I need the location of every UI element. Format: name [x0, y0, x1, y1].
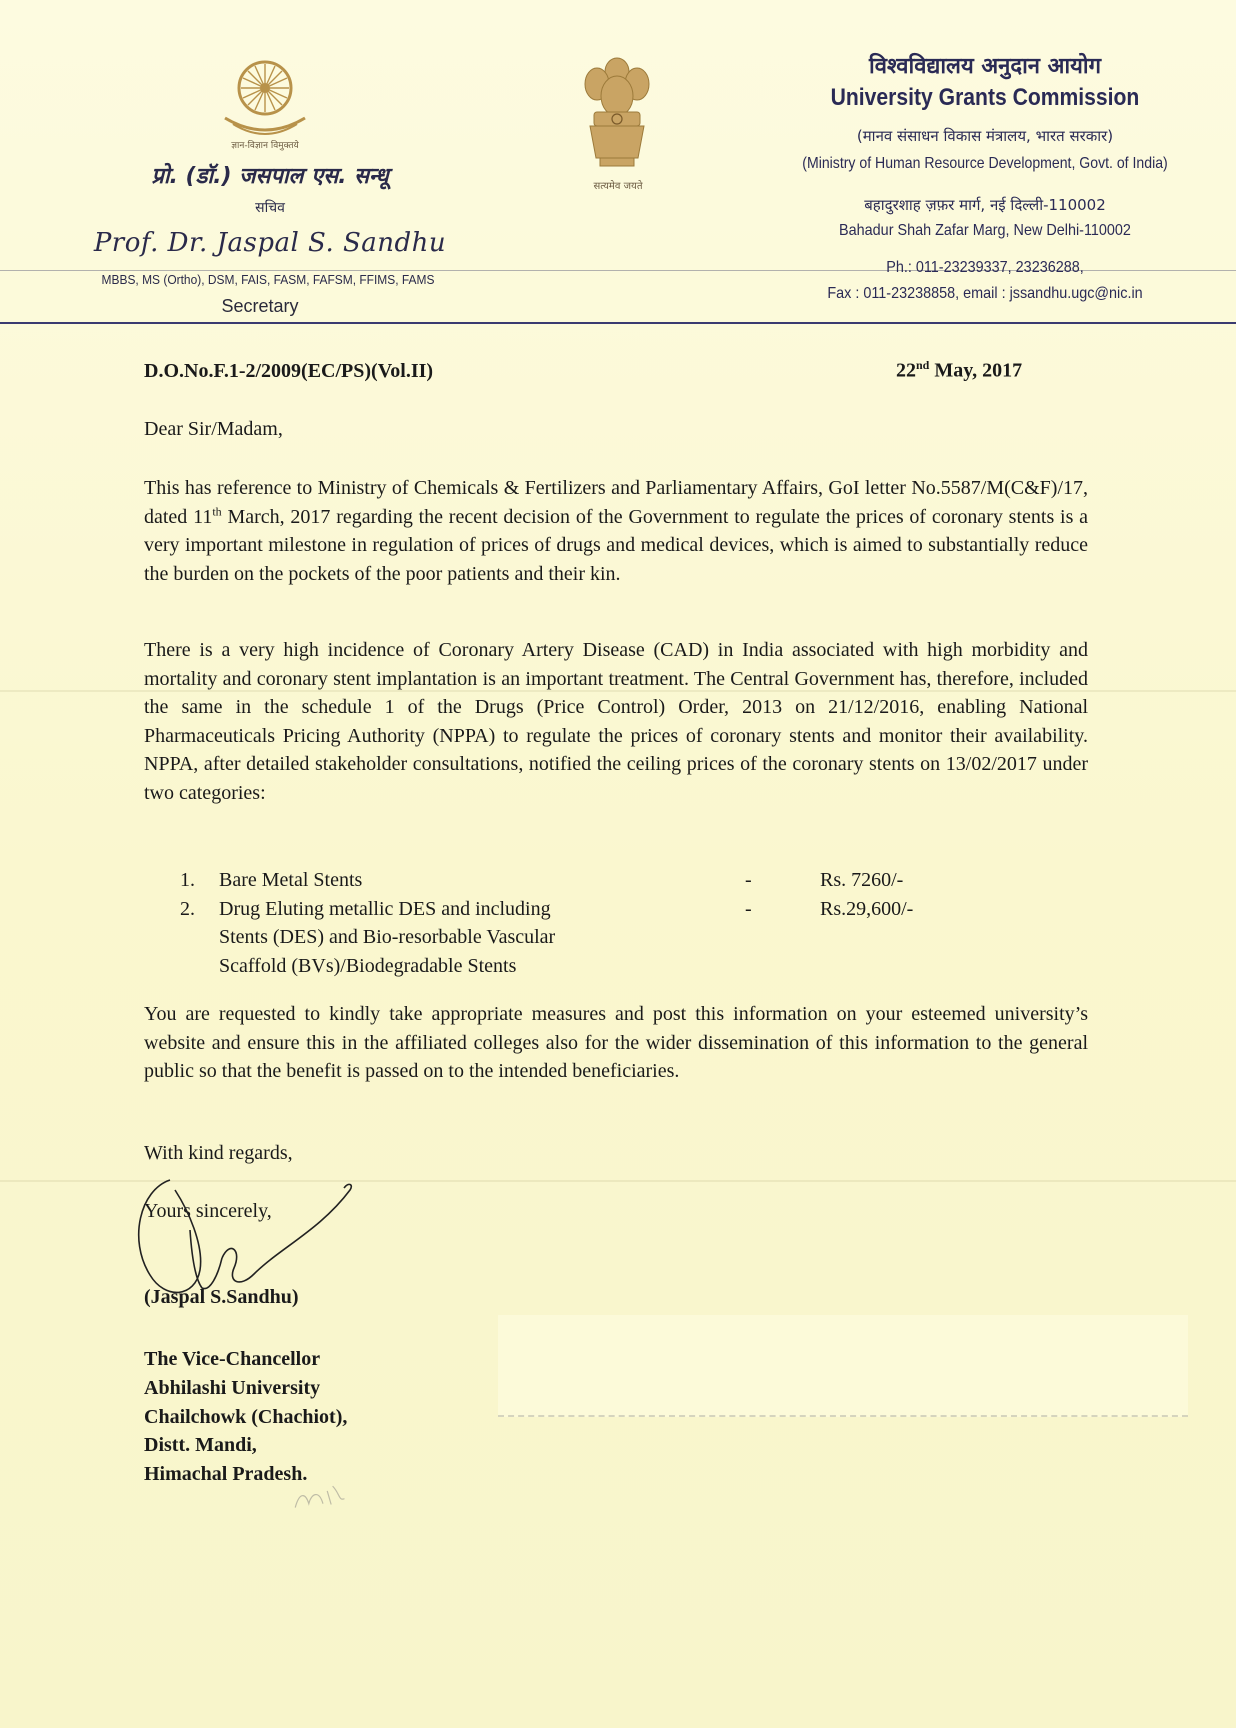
addressee-line: Distt. Mandi, — [144, 1434, 257, 1457]
secretary-name-hindi: प्रो. (डॉ.) जसपाल एस. सन्धू — [151, 164, 389, 189]
secretary-qualifications: MBBS, MS (Ortho), DSM, FAIS, FASM, FAFSM, FFIMS, FAMS — [101, 272, 435, 287]
list-item — [180, 866, 980, 895]
item-dash: - — [745, 897, 752, 920]
signatory-name: (Jaspal S.Sandhu) — [144, 1286, 299, 1308]
ministry: (Ministry of Human Resource Development, Govt. of India) — [802, 155, 1168, 172]
item-number: 1. — [180, 869, 195, 891]
letter-date: 22nd May, 2017 — [896, 358, 1023, 382]
item-number: 2. — [180, 897, 195, 920]
ashoka-emblem-icon — [572, 52, 662, 178]
paragraph-1: This has reference to Ministry of Chemicals & Fertilizers and Parliamentary Affairs, GoI letter No.5587/M(C&F)/17, dated 11th March, 2017 regarding the recent decision of the Government to regulate the prices of coronary stents is a very important milestone in regulation of prices of drugs and medical devices, which is aimed to substantially reduce the burden on the pockets of the poor patients and their kin. — [144, 477, 1088, 585]
list-item — [180, 895, 980, 924]
addressee-line: Chailchowk (Chachiot), — [144, 1405, 348, 1428]
item-dash: - — [745, 869, 752, 891]
org-name-hindi: विश्वविद्यालय अनुदान आयोग — [869, 54, 1101, 79]
item-text: Bare Metal Stents — [219, 869, 363, 891]
header-divider — [0, 322, 1236, 324]
reference-number: D.O.No.F.1-2/2009(EC/PS)(Vol.II) — [144, 360, 434, 382]
handwritten-signature — [130, 1170, 400, 1300]
secretary-title-hindi: सचिव — [255, 200, 285, 216]
address: Bahadur Shah Zafar Marg, New Delhi-110002 — [839, 222, 1131, 239]
addressee-line: The Vice-Chancellor — [144, 1348, 321, 1370]
paragraph-2: There is a very high incidence of Coronary Artery Disease (CAD) in India associated with high morbidity and mortality and coronary stent implantation is an important treatment. The Central Government has, therefore, included the same in the schedule 1 of the Drugs (Price Control) Order, 2013 on 21/12/2016, enabling National Pharmaceuticals Pricing Authority (NPPA) to regulate the prices of coronary stents and monitor their availability. NPPA, after detailed stakeholder consultations, notified the ceiling prices of the coronary stents on 13/02/2017 under two categories: — [144, 639, 1088, 804]
ministry-hindi: (मानव संसाधन विकास मंत्रालय, भारत सरकार) — [856, 127, 1114, 145]
closing-sincerely: Yours sincerely, — [144, 1200, 272, 1222]
item-text-continued: Stents (DES) and Bio-resorbable Vascular — [219, 926, 556, 948]
header-divider-thin — [0, 270, 1236, 271]
address-hindi: बहादुरशाह ज़फ़र मार्ग, नई दिल्ली-110002 — [864, 196, 1106, 214]
addressee-line: Abhilashi University — [144, 1376, 321, 1399]
secretary-designation: Secretary — [221, 296, 299, 316]
item-text: Drug Eluting metallic DES and including — [219, 897, 551, 920]
addressee-block — [144, 1345, 347, 1489]
closing-regards: With kind regards, — [144, 1142, 293, 1164]
secretary-name-script: Prof. Dr. Jaspal S. Sandhu — [93, 228, 447, 258]
item-amount: Rs. 7260/- — [820, 869, 904, 891]
national-motto: सत्यमेव जयते — [593, 181, 643, 192]
ugc-logo-icon — [215, 52, 315, 142]
item-amount: Rs.29,600/- — [820, 897, 914, 920]
addressee-line: Himachal Pradesh. — [144, 1463, 308, 1486]
fax-email: Fax : 011-23238858, email : jssandhu.ugc@nic.in — [827, 285, 1143, 302]
pasted-label-area — [498, 1315, 1188, 1417]
paragraph-3: You are requested to kindly take appropriate measures and post this information on your esteemed university’s website and ensure this in the affiliated colleges also for the wider dissemination of this information to the general public so that the benefit is passed on to the intended beneficiaries. — [144, 1003, 1088, 1082]
price-list — [180, 866, 980, 980]
ugc-motto: ज्ञान-विज्ञान विमुक्तये — [231, 141, 299, 151]
phone-numbers: Ph.: 011-23239337, 23236288, — [886, 259, 1084, 276]
salutation: Dear Sir/Madam, — [144, 418, 283, 440]
item-text-continued: Scaffold (BVs)/Biodegradable Stents — [219, 954, 517, 977]
org-name: University Grants Commission — [830, 84, 1140, 111]
